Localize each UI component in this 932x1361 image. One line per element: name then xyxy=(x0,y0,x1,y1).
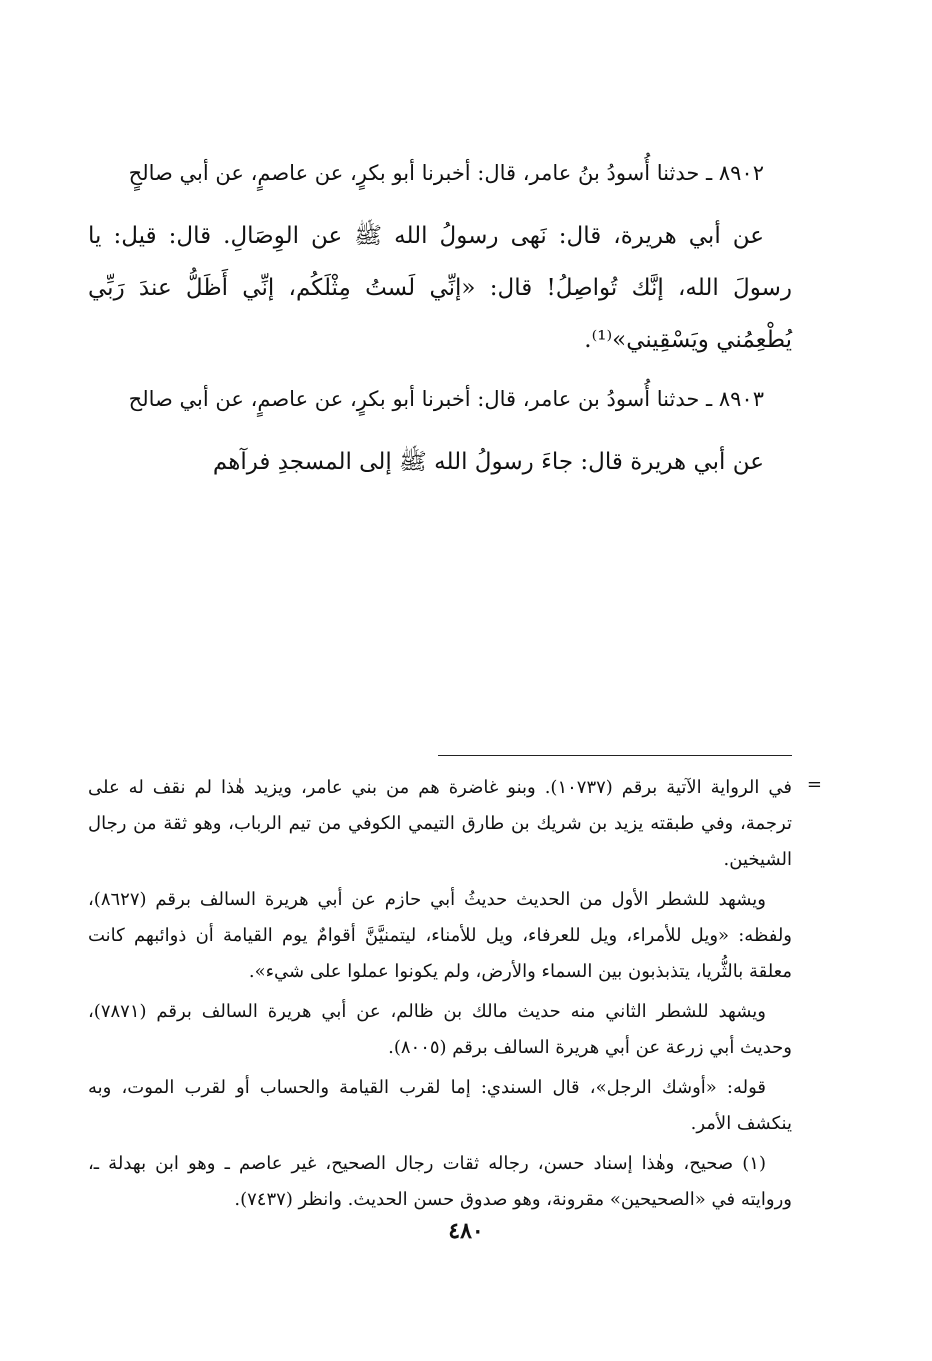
footnote-paragraph: ويشهد للشطر الأول من الحديث حديثُ أبي حازم عن أبي هريرة السالف برقم (٨٦٢٧)، ولفظه: «ويل للأمراء، ويل للعرفاء، ويل للأمناء، ليتمنيَّنَّ أقوامٌ يوم القيامة أن ذوائبهم كانت معلقة بالثُّريا، يتذبذبون بين السماء والأرض، ولم يكونوا عملوا على شيء». xyxy=(88,889,792,982)
hadith-8902-matn: عن أبي هريرة، قال: نَهى رسولُ الله ﷺ عن الوِصَالِ. قال: قيل: يا رسولَ الله، إنَّك تُواصِلُ! قال: «إنِّي لَستُ مِثْلَكُم، إنِّي أَظَلُّ عندَ رَبِّي يُطْعِمُني ويَسْقِيني»⁽¹⁾. xyxy=(88,223,792,353)
hadith-8903-isnad: ٨٩٠٣ ـ حدثنا أُسودُ بن عامر، قال: أخبرنا أبو بكرٍ، عن عاصمٍ، عن أبي صالح xyxy=(128,387,764,411)
hadith-8903-matn: عن أبي هريرة قال: جاءَ رسولُ الله ﷺ إلى المسجدِ فرآهم xyxy=(212,449,764,475)
page-number: ٤٨٠ xyxy=(448,1218,484,1244)
main-text xyxy=(88,150,822,1210)
footnote-1: (١) صحيح، وهٰذا إسناد حسن، رجاله ثقات رجال الصحيح، غير عاصم ـ وهو ابن بهدلة ـ، وروايته في «الصحيحين» مقرونة، وهو صدوق حسن الحديث. وانظر (٧٤٣٧). xyxy=(88,1153,792,1210)
footnote-separator xyxy=(438,755,792,756)
footnotes xyxy=(88,770,822,1222)
hadith-8902-isnad: ٨٩٠٢ ـ حدثنا أُسودُ بنُ عامر، قال: أخبرنا أبو بكرٍ، عن عاصمٍ، عن أبي صالحٍ xyxy=(128,161,764,185)
footnote-continued: في الرواية الآتية برقم (١٠٧٣٧). وبنو غاضرة هم من بني عامر، ويزيد هٰذا لم نقف له على ترجمة، وفي طبقته يزيد بن شريك بن طارق التيمي الكوفي من تيم الرباب، وهو ثقة من رجال الشيخين. xyxy=(88,777,792,870)
footnote-paragraph: ويشهد للشطر الثاني منه حديث مالك بن ظالم، عن أبي هريرة السالف برقم (٧٨٧١)، وحديث أبي زرعة عن أبي هريرة السالف برقم (٨٠٠٥). xyxy=(88,1001,792,1058)
footnote-paragraph: قوله: «أوشك الرجل»، قال السندي: إما لقرب القيامة والحساب أو لقرب الموت، وبه ينكشف الأمر. xyxy=(88,1077,792,1134)
footnote-continuation-marker: = xyxy=(806,774,822,795)
